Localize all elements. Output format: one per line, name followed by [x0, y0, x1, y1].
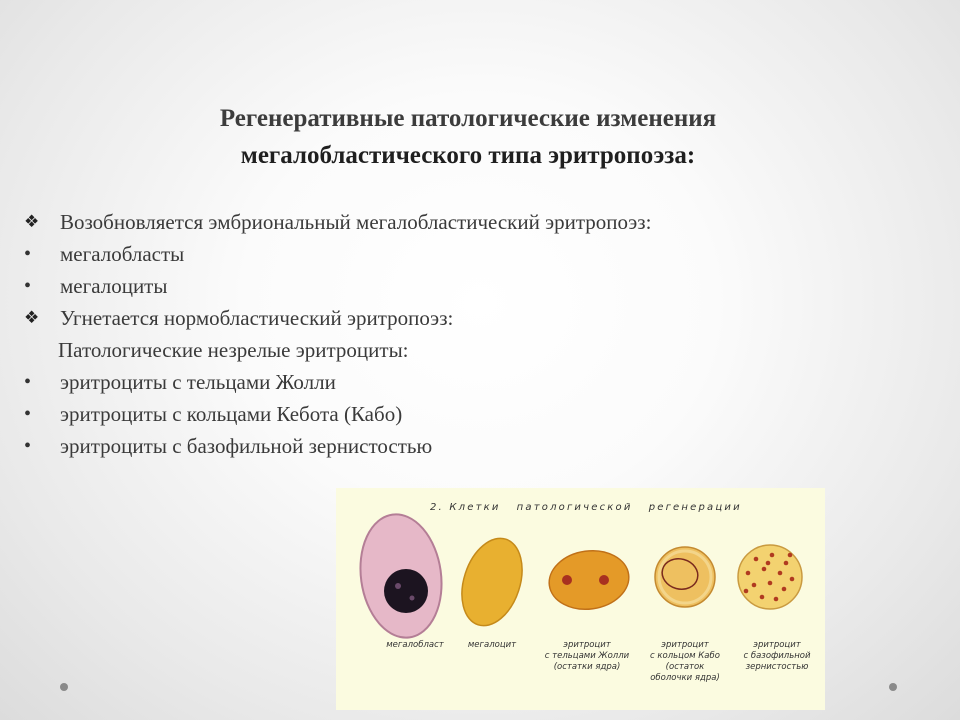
- list-item: [24, 366, 924, 398]
- stipple-dot: [746, 571, 751, 576]
- bullet-icon: •: [24, 403, 32, 425]
- stipple-dot: [778, 571, 783, 576]
- slide-title: [0, 100, 936, 174]
- caption-line: с тельцами Жолли: [544, 651, 630, 661]
- caption-line: эритроцит: [661, 640, 709, 650]
- bullet-icon: •: [24, 275, 32, 297]
- list-item: [24, 270, 924, 302]
- list-item: [24, 302, 924, 334]
- stipple-dot: [788, 553, 793, 558]
- stipple-dot: [770, 553, 775, 558]
- figure-title: 2. Клетки патологической регенерации: [430, 502, 742, 513]
- list-item-text: эритроциты с тельцами Жолли: [60, 370, 336, 394]
- bullet-icon: •: [24, 435, 32, 457]
- jolly-body-cell-icon: [545, 546, 632, 615]
- stipple-dot: [762, 567, 767, 572]
- title-line-2: мегалобластического типа эритропоэза:: [240, 142, 696, 169]
- list-item-text: эритроциты с базофильной зернистостью: [60, 434, 433, 458]
- caption-jolly: [544, 640, 630, 673]
- stipple-dot: [782, 587, 787, 592]
- caption-line: зернистостью: [745, 662, 809, 672]
- caption-line: эритроцит: [563, 640, 611, 650]
- stipple-dot: [754, 557, 759, 562]
- list-item-text: Возобновляется эмбриональный мегалобластический эритропоэз:: [60, 210, 652, 234]
- stipple-dot: [784, 561, 789, 566]
- list-item: [24, 206, 924, 238]
- cells-drawing: [336, 488, 825, 710]
- stipple-dot: [768, 581, 773, 586]
- bullet-icon: •: [24, 371, 32, 393]
- caption-megalocyte: [449, 640, 535, 651]
- cells-illustration: [336, 488, 825, 710]
- slide-nav-dot-right[interactable]: [889, 683, 897, 691]
- megaloblast-cell-icon: [353, 509, 449, 643]
- caption-line: мегалоцит: [467, 640, 517, 650]
- caption-megaloblast: [372, 640, 458, 651]
- caption-basophil: [734, 640, 820, 673]
- cabot-ring-cell-icon: [655, 547, 715, 607]
- caption-line: с кольцом Кабо: [650, 651, 720, 661]
- caption-line: (остаток: [665, 662, 705, 672]
- caption-line: с базофильной: [743, 651, 811, 661]
- list-item-text: Патологические незрелые эритроциты:: [58, 338, 409, 362]
- caption-cabot: [642, 640, 728, 684]
- stipple-dot: [744, 589, 749, 594]
- stipple-dot: [774, 597, 779, 602]
- content-list: [24, 206, 924, 462]
- stipple-dot: [760, 595, 765, 600]
- list-item: [24, 334, 924, 366]
- diamond-bullet-icon: ❖: [24, 212, 40, 231]
- list-item: [24, 398, 924, 430]
- list-item: [24, 430, 924, 462]
- stipple-dot: [766, 561, 771, 566]
- caption-line: оболочки ядра): [650, 673, 720, 683]
- stipple-dot: [790, 577, 795, 582]
- list-item-text: эритроциты с кольцами Кебота (Кабо): [60, 402, 403, 426]
- list-item: [24, 238, 924, 270]
- caption-line: эритроцит: [753, 640, 801, 650]
- slide-nav-dot-left[interactable]: [60, 683, 68, 691]
- diamond-bullet-icon: ❖: [24, 308, 40, 327]
- list-item-text: мегалобласты: [60, 242, 185, 266]
- basophilic-stippling-cell-icon: [738, 545, 802, 609]
- title-line-1: Регенеративные патологические изменения: [219, 105, 717, 132]
- stipple-dot: [752, 583, 757, 588]
- list-item-text: Угнетается нормобластический эритропоэз:: [60, 306, 454, 330]
- bullet-icon: •: [24, 243, 32, 265]
- caption-line: (остатки ядра): [553, 662, 621, 672]
- list-item-text: мегалоциты: [60, 274, 168, 298]
- megalocyte-cell-icon: [451, 531, 532, 634]
- caption-line: мегалобласт: [386, 640, 444, 650]
